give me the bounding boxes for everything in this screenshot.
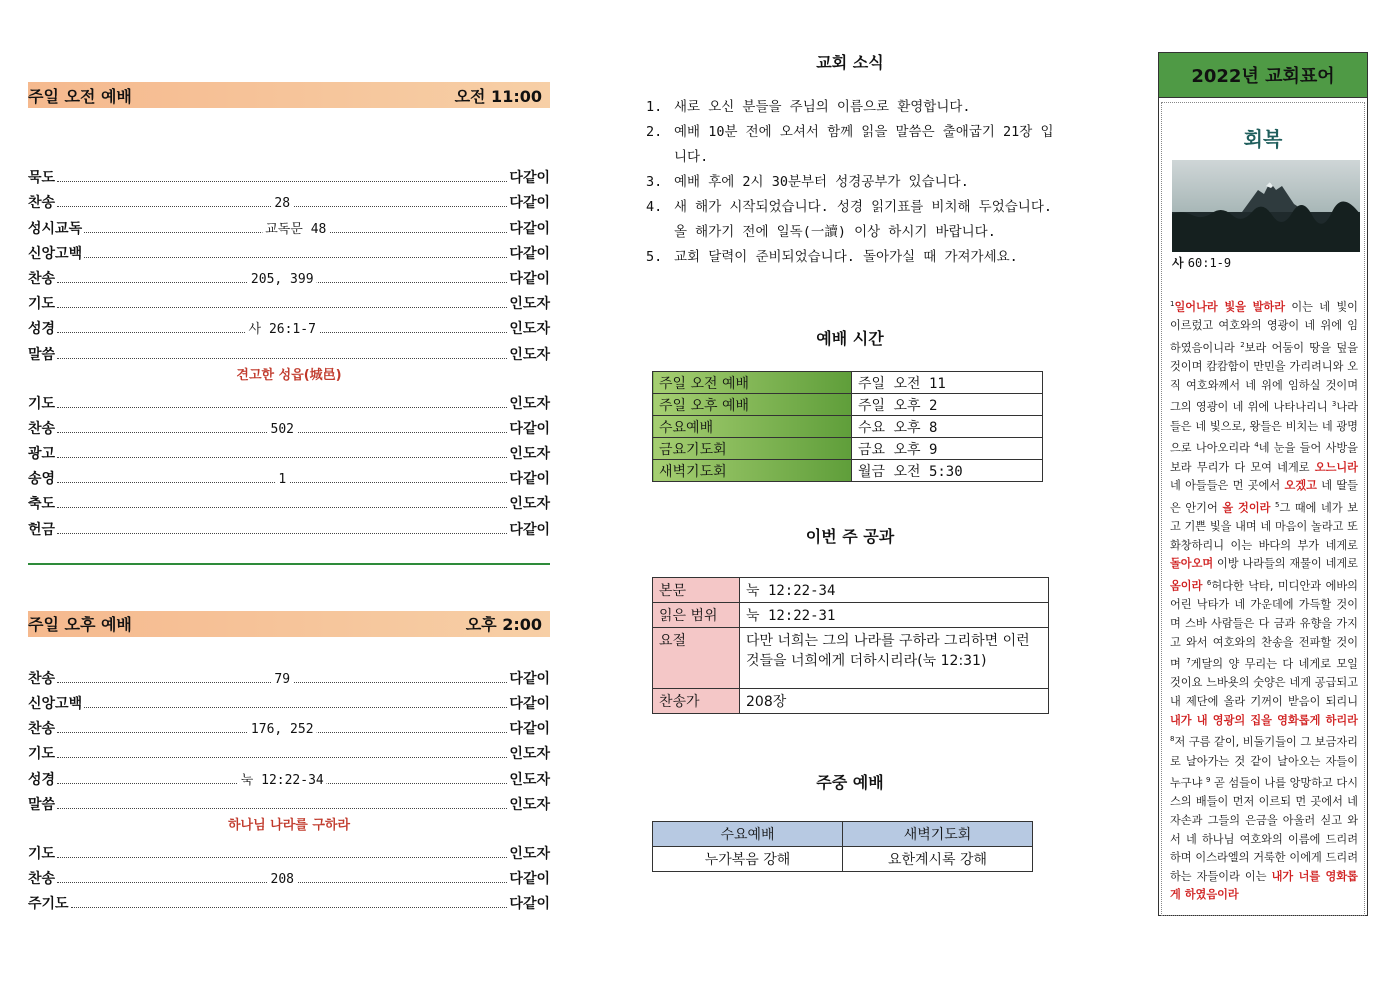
news-item-text: 예배 10분 전에 오셔서 함께 읽을 말씀은 출애굽기 21장 입니다. [674, 124, 1054, 165]
order-item-leader: 다같이 [509, 270, 550, 287]
leader-dots [57, 507, 507, 508]
order-item-name: 성경 [28, 771, 56, 788]
order-item-name: 성시교독 [28, 220, 83, 237]
order-item-name: 기도 [28, 845, 56, 862]
order-item-name: 축도 [28, 496, 56, 513]
order-item-name: 찬송 [28, 420, 56, 437]
service-name: 주일 오전 예배 [653, 372, 852, 394]
service-times-title: 예배 시간 [816, 329, 884, 348]
order-item [28, 488, 550, 513]
order-item-leader: 인도자 [509, 746, 550, 763]
afternoon-service-time: 오후 2:00 [465, 615, 542, 635]
order-of-worship [28, 82, 550, 913]
verse-number: 2 [1240, 340, 1245, 349]
leader-dots [57, 857, 507, 858]
verse-highlight: 내가 너를 영화롭게 하였음이라 [1170, 869, 1358, 902]
service-time: 금요 오후 9 [852, 438, 1043, 460]
lesson-row [653, 578, 1049, 603]
service-time-row [653, 394, 1043, 416]
news-item [640, 195, 1060, 245]
service-name: 금요기도회 [653, 438, 852, 460]
service-time-row [653, 372, 1043, 394]
service-name: 수요예배 [653, 416, 852, 438]
news-item-text: 새 해가 시작되었습니다. 성경 읽기표를 비치해 두었습니다. 올 해가기 전에 일독(一讀) 이상 하시기 바랍니다. [674, 199, 1053, 240]
afternoon-service-header [28, 611, 550, 637]
verse-highlight: 옴이라 [1170, 579, 1203, 593]
verse-text: 게달의 양 무리는 다 네게로 모일 것이요 느바욧의 숫양은 네게 공급되고 내 제단에 올라 기꺼이 받음이 되리니 [1170, 657, 1358, 709]
news-item-text: 새로 오신 분들을 주님의 이름으로 환영합니다. [674, 99, 971, 115]
news-item [640, 170, 1060, 195]
midweek-head-dawn: 새벽기도회 [843, 822, 1033, 847]
verse-highlight: 오겠고 [1284, 479, 1317, 493]
order-item [28, 338, 550, 363]
order-item-name: 기도 [28, 746, 56, 763]
afternoon-sermon-title: 하나님 나라를 구하라 [227, 817, 351, 833]
leader-dots [57, 872, 507, 888]
order-item [28, 688, 550, 713]
order-item-detail: 79 [271, 672, 293, 687]
leader-dots [57, 307, 507, 308]
order-item-detail: 28 [271, 196, 293, 211]
order-item-name: 송영 [28, 471, 56, 488]
leader-dots [57, 181, 507, 182]
order-item-name: 헌금 [28, 521, 56, 538]
verse-text: 네 눈을 들어 사방을 보라 무리가 다 모여 네게로 [1170, 442, 1358, 474]
afternoon-order-list [28, 663, 550, 814]
order-item-leader: 다같이 [509, 896, 550, 913]
service-name: 주일 오후 예배 [653, 394, 852, 416]
order-item [28, 713, 550, 738]
midweek-head-wed: 수요예배 [653, 822, 843, 847]
order-item-name: 기도 [28, 296, 56, 313]
order-item-name: 찬송 [28, 871, 56, 888]
news-item-number: 3. [646, 174, 663, 190]
verse-text: 나라들은 네 빛으로, 왕들은 비치는 네 광명으로 나아오리라 [1170, 401, 1358, 456]
afternoon-service-title: 주일 오후 예배 [28, 615, 132, 635]
order-item [28, 313, 550, 338]
midweek-body-wed: 누가복음 강해 [653, 847, 843, 872]
order-item [28, 838, 550, 863]
service-times-table [652, 371, 1043, 482]
verse-number: 3 [1331, 400, 1337, 409]
motto-body [1161, 102, 1365, 916]
order-item [28, 388, 550, 413]
lesson-row [653, 603, 1049, 628]
verse-number: 6 [1206, 578, 1212, 587]
verse-number: 1 [1170, 300, 1175, 308]
lesson-value: 다만 너희는 그의 나라를 구하라 그리하면 이런 것들을 너희에게 더하시리라(눅 12:31) [740, 628, 1049, 689]
order-item [28, 212, 550, 237]
order-item [28, 463, 550, 488]
order-item-name: 찬송 [28, 195, 56, 212]
verse-text: 네 딸들은 안기어 [1170, 479, 1358, 515]
leader-dots [57, 772, 507, 788]
verse-number: 4 [1254, 441, 1259, 450]
order-item-detail: 1 [275, 472, 289, 487]
order-item-leader: 다같이 [509, 195, 550, 212]
midweek-table [652, 821, 1033, 872]
morning-service-header [28, 82, 550, 108]
verse-text: 허다한 낙타, 미디안과 에바의 어린 낙타가 네 가운데에 가득할 것이며 스바 사람들은 다 금과 유향을 가지고 와서 여호와의 찬송을 전파할 것이며 [1170, 579, 1358, 671]
motto-word: 회복 [1243, 127, 1283, 151]
verse-text: 저 구름 같이, 비둘기들이 그 보금자리로 날아가는 것 같이 날아오는 자들이 누구냐 [1170, 735, 1358, 790]
order-item-leader: 인도자 [509, 346, 550, 363]
lesson-row [653, 689, 1049, 714]
leader-dots [57, 671, 507, 687]
lesson-value: 눅 12:22-31 [740, 603, 1049, 628]
verse-highlight: 돌아오며 [1170, 557, 1214, 571]
verse-number: 5 [1275, 500, 1280, 509]
order-item-leader: 다같이 [509, 721, 550, 738]
leader-dots [57, 457, 507, 458]
order-item [28, 263, 550, 288]
order-item-name: 묵도 [28, 170, 56, 187]
service-time-row [653, 416, 1043, 438]
church-news-column [640, 50, 1060, 872]
lesson-label: 찬송가 [653, 689, 740, 714]
leader-dots [57, 472, 507, 488]
afternoon-order-list-2 [28, 838, 550, 914]
order-item-detail: 176, 252 [248, 722, 317, 737]
news-item-number: 2. [646, 124, 663, 140]
leader-dots [57, 722, 507, 738]
verse-highlight: 올 것이라 [1222, 501, 1271, 515]
order-item-leader: 다같이 [509, 245, 550, 262]
verse-number: 9 [1206, 776, 1211, 785]
order-item [28, 438, 550, 463]
lesson-title: 이번 주 공과 [805, 527, 895, 546]
news-item-number: 4. [646, 199, 663, 215]
scripture-reference [1172, 254, 1364, 271]
order-item [28, 763, 550, 788]
order-item [28, 513, 550, 538]
leader-dots [57, 533, 507, 534]
news-item-number: 1. [646, 99, 663, 115]
leader-dots [71, 907, 508, 908]
order-item-leader: 다같이 [509, 220, 550, 237]
order-item [28, 888, 550, 913]
morning-sermon-title: 견고한 성읍(城邑) [236, 367, 342, 383]
reference-book: 사 [1172, 256, 1184, 270]
verse-text: 그 때에 네가 보고 기쁜 빛을 내며 네 마음이 놀라고 또 화창하리니 이는 바다의 부가 네게로 [1170, 501, 1359, 552]
order-item-leader: 인도자 [509, 321, 550, 338]
service-time: 수요 오후 8 [852, 416, 1043, 438]
mountain-landscape-image [1172, 160, 1360, 252]
order-item-leader: 인도자 [509, 496, 550, 513]
lesson-row [653, 628, 1049, 689]
verse-text: 보라 어둠이 땅을 덮을 것이며 캄캄함이 만민을 가리려니와 오직 여호와께서 네 위에 임하실 것이며 그의 영광이 네 위에 나타나리니 [1170, 341, 1358, 415]
order-item [28, 863, 550, 888]
leader-dots [57, 757, 507, 758]
order-item [28, 288, 550, 313]
order-item-leader: 다같이 [509, 871, 550, 888]
morning-order-list-2 [28, 388, 550, 539]
order-item-name: 말씀 [28, 796, 56, 813]
order-item-name: 광고 [28, 446, 56, 463]
leader-dots [84, 707, 507, 708]
order-item-leader: 다같이 [509, 521, 550, 538]
service-time-row [653, 438, 1043, 460]
order-item-detail: 교독문 48 [262, 218, 329, 237]
verse-highlight: 내가 내 영광의 집을 영화롭게 하리라 [1170, 713, 1358, 727]
order-item-leader: 인도자 [509, 771, 550, 788]
order-item [28, 789, 550, 814]
news-item [640, 120, 1060, 170]
verse-text: 곧 섬들이 나를 앙망하고 다시스의 배들이 먼저 이르되 먼 곳에서 네 자손과 그들의 은금을 아울러 싣고 와서 네 하나님 여호와의 이름에 드리려 하며 이스라엘의 거룩한 이에게 드리려 하는 자들이라 이는 [1170, 776, 1359, 883]
order-item-leader: 다같이 [509, 170, 550, 187]
leader-dots [57, 407, 507, 408]
order-item-leader: 다같이 [509, 696, 550, 712]
order-item-leader: 인도자 [509, 296, 550, 313]
lesson-table [652, 577, 1049, 714]
order-item-leader: 인도자 [509, 796, 550, 813]
lesson-label: 읽은 범위 [653, 603, 740, 628]
service-time-row [653, 460, 1043, 482]
order-item-detail: 502 [267, 422, 296, 437]
order-item-name: 성경 [28, 321, 56, 338]
leader-dots [84, 257, 507, 258]
leader-dots [84, 221, 507, 237]
verse-text: 이방 나라들의 재물이 네게로 [1213, 557, 1358, 571]
service-time: 월금 오전 5:30 [852, 460, 1043, 482]
order-item-leader: 인도자 [509, 395, 550, 412]
order-item-name: 말씀 [28, 346, 56, 363]
news-list [640, 95, 1060, 270]
verse-highlight: 일어나라 빛을 발하라 [1174, 300, 1286, 314]
order-item-name: 신앙고백 [28, 696, 83, 712]
verse-text: 네 아들들은 먼 곳에서 [1170, 479, 1285, 493]
service-time: 주일 오후 2 [852, 394, 1043, 416]
leader-dots [57, 196, 507, 212]
news-item [640, 245, 1060, 270]
verse-number: 7 [1186, 657, 1191, 666]
leader-dots [57, 808, 507, 809]
order-item [28, 413, 550, 438]
midweek-title: 주중 예배 [816, 773, 884, 792]
order-item-leader: 인도자 [509, 845, 550, 862]
news-item-text: 예배 후에 2시 30분부터 성경공부가 있습니다. [674, 174, 969, 190]
order-item-detail: 눅 12:22-34 [238, 769, 327, 788]
lesson-value: 눅 12:22-34 [740, 578, 1049, 603]
news-item-text: 교회 달력이 준비되었습니다. 돌아가실 때 가져가세요. [674, 249, 1018, 265]
order-item-leader: 다같이 [509, 670, 550, 687]
lesson-label: 요절 [653, 628, 740, 689]
service-name: 새벽기도회 [653, 460, 852, 482]
order-item-detail: 208 [267, 872, 296, 887]
news-item-number: 5. [646, 249, 663, 265]
order-item-name: 신앙고백 [28, 245, 83, 262]
lesson-value: 208장 [740, 689, 1049, 714]
church-motto-panel [1158, 52, 1368, 916]
leader-dots [57, 358, 507, 359]
verse-highlight: 오느니라 [1314, 460, 1358, 474]
verse-number: 8 [1170, 735, 1175, 744]
order-item [28, 663, 550, 688]
order-item-detail: 205, 399 [248, 272, 317, 287]
morning-service-title: 주일 오전 예배 [28, 86, 132, 106]
order-item-detail: 사 26:1-7 [246, 318, 319, 337]
order-item-name: 찬송 [28, 721, 56, 738]
order-item-leader: 인도자 [509, 446, 550, 463]
order-item-name: 찬송 [28, 670, 56, 687]
leader-dots [57, 421, 507, 437]
order-item-leader: 다같이 [509, 420, 550, 437]
leader-dots [57, 322, 507, 338]
service-time: 주일 오전 11 [852, 372, 1043, 394]
order-item-leader: 다같이 [509, 471, 550, 488]
scripture-text [1170, 295, 1358, 905]
order-item-name: 찬송 [28, 270, 56, 287]
news-title: 교회 소식 [816, 53, 884, 72]
order-item [28, 238, 550, 263]
reference-verse: 60:1-9 [1187, 256, 1232, 270]
motto-title: 2022년 교회표어 [1159, 53, 1367, 98]
morning-service-time: 오전 11:00 [454, 86, 542, 106]
order-item-name: 기도 [28, 395, 56, 412]
order-item [28, 738, 550, 763]
order-item-name: 주기도 [28, 896, 69, 913]
leader-dots [57, 271, 507, 287]
order-item [28, 187, 550, 212]
order-item [28, 162, 550, 187]
midweek-body-dawn: 요한계시록 강해 [843, 847, 1033, 872]
morning-order-list [28, 162, 550, 364]
lesson-label: 본문 [653, 578, 740, 603]
verse-text: 이는 네 빛이 이르렀고 여호와의 영광이 네 위에 임하였음이니라 [1170, 300, 1358, 355]
news-item [640, 95, 1060, 120]
